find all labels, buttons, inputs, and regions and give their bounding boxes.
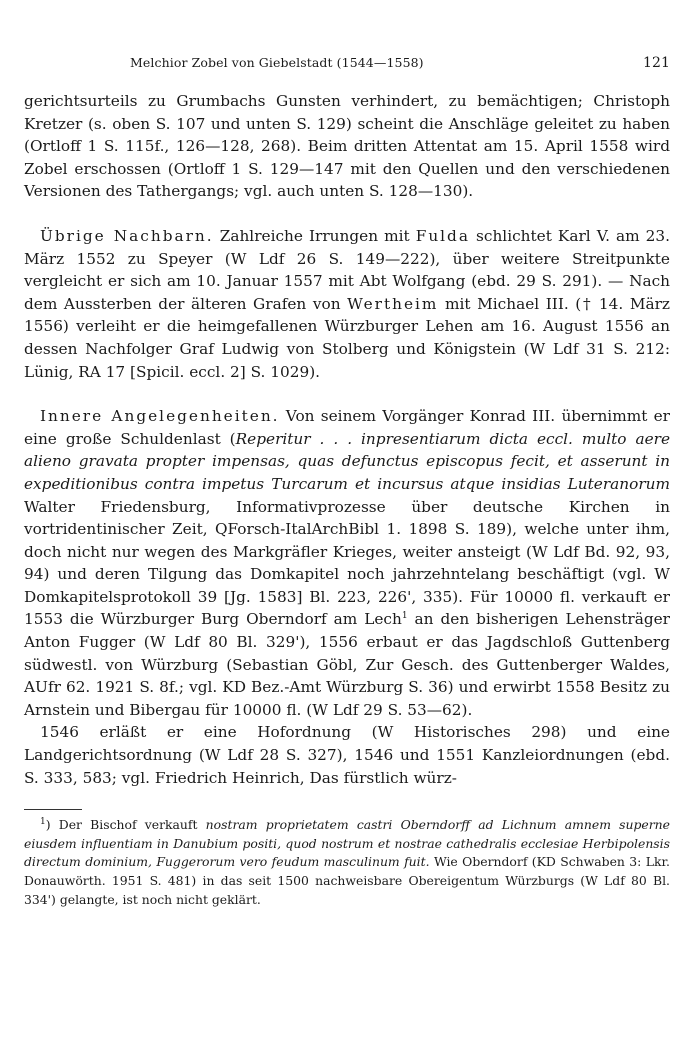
footnote-mark: 1	[40, 816, 46, 827]
paragraph-1: gerichtsurteils zu Grumbachs Gunsten verhindert, zu bemächtigen; Christoph Kretzer (s. oben S. 107 und unten S. 129) scheint die Anschläge geleitet zu haben (Ortloff 1 S. 115f., 126—128, 268). Beim dritten Attentat am 15. April 1558 wird Zobel erschossen (Ortloff 1 S. 129—147 mit den Quellen und den verschiedenen Versionen des Tathergangs; vgl. auch unten S. 128—130).	[24, 92, 670, 201]
footnote-latin: nostram proprietatem castri Oberndorff ad Lichnum amnem superne eiusdem influentiam in Danubium positi, quod nostrum et nostrae cathedralis ecclesiae Herbipolensis directum dominium, Fuggerorum vero feudum masculinum fuit.	[24, 817, 670, 870]
latin-quote: Reperitur . . . inpresentiarum dicta eccl. multo aere alieno gravata propter impensas, quas defunctus episcopus fecit, et asserunt in expeditionibus contra impetus Turcarum et incursus atque insidias Luteranorum	[24, 429, 670, 493]
section-heading-neighbors: Übrige Nachbarn.	[40, 226, 214, 245]
page-number: 121	[642, 55, 670, 71]
paragraph-internal-affairs: Innere Angelegenheiten. Von seinem Vorgänger Konrad III. übernimmt er eine große Schuldenlast (Reperitur . . . inpresentiarum dicta eccl. multo aere alieno gravata propter impensas, quas defunctus episcopus fecit, et asserunt in expeditionibus contra impetus Turcarum et incursus atque insidias Luteranorum Walter Friedensburg, Informativprozesse über deutsche Kirchen in vortridentinischer Zeit, QForsch-ItalArchBibl 1. 1898 S. 189), welche unter ihm, doch nicht nur wegen des Markgräfler Krieges, weiter ansteigt (W Ldf Bd. 92, 93, 94) und deren Tilgung das Domkapitel noch jahrzehntelang beschäftigt (vgl. W Domkapitelsprotokoll 39 [Jg. 1583] Bl. 223, 226', 335). Für 10000 fl. verkauft er 1553 die Würzburger Burg Oberndorf am Lech$^1$ an den bisherigen Lehensträger Anton Fugger (W Ldf 80 Bl. 329'), 1556 erbaut er das Jagdschloß Guttenberg südwestl. von Würzburg (Sebastian Göbl, Zur Gesch. des Guttenberger Waldes, AUfr 62. 1921 S. 8f.; vgl. KD Bez.-Amt Würzburg S. 36) und erwirbt 1558 Besitz zu Arnstein und Bibergau für 10000 fl. (W Ldf 29 S. 53—62).	[24, 407, 670, 719]
footnote-divider	[24, 809, 82, 810]
section-heading-internal: Innere Angelegenheiten.	[40, 407, 280, 426]
footnote-1: $^1$) Der Bischof verkauft nostram proprietatem castri Oberndorff ad Lichnum amnem superne eiusdem influentiam in Danubium positi, quod nostrum et nostrae cathedralis ecclesiae Herbipolensis directum dominium, Fuggerorum vero feudum masculinum fuit. Wie Oberndorf (KD Schwaben 3: Lkr. Donauwörth. 1951 S. 481) in das seit 1500 nachweisbare Obereigentum Würzburgs (W Ldf 80 Bl. 334') gelangte, ist noch nicht geklärt.	[24, 816, 670, 907]
paragraph-ordinances: 1546 erläßt er eine Hofordnung (W Historisches 298) und eine Landgerichtsordnung (W Ldf 28 S. 327), 1546 und 1551 Kanzleiordnungen (ebd. S. 333, 583; vgl. Friedrich Heinrich, Das fürstlich würz-	[24, 723, 670, 787]
place-wertheim: Wertheim	[347, 294, 439, 313]
footnote-reference: 1	[401, 611, 408, 622]
running-title: Melchior Zobel von Giebelstadt (1544—1558)	[130, 55, 424, 70]
main-text	[24, 90, 670, 789]
place-fulda: Fulda	[415, 226, 470, 245]
paragraph-neighbors: Übrige Nachbarn. Zahlreiche Irrungen mit Fulda schlichtet Karl V. am 23. März 1552 zu Speyer (W Ldf 26 S. 149—222), über weitere Streitpunkte vergleicht er sich am 10. Januar 1557 mit Abt Wolfgang (ebd. 29 S. 291). — Nach dem Aussterben der älteren Grafen von Wertheim mit Michael III. († 14. März 1556) verleiht er die heimgefallenen Würzburger Lehen am 16. August 1556 an dessen Nachfolger Graf Ludwig von Stolberg und Königstein (W Ldf 31 S. 212: Lünig, RA 17 [Spicil. eccl. 2] S. 1029).	[24, 226, 670, 381]
